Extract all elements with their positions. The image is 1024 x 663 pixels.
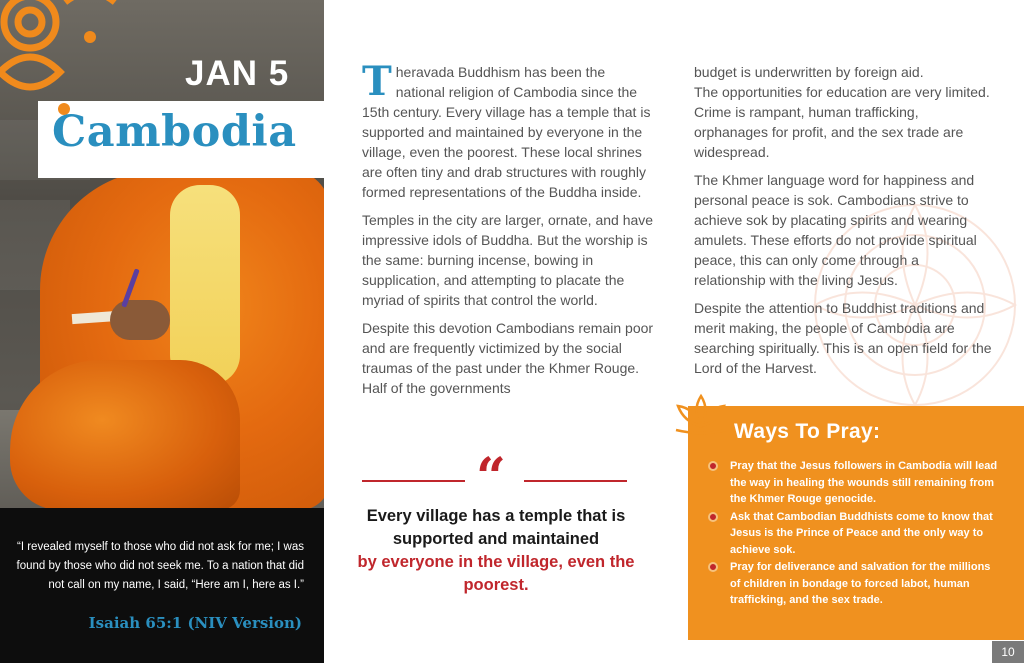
page-number: 10 [992, 641, 1024, 663]
pray-item: Ask that Cambodian Buddhists come to know that Jesus is the Prince of Peace and the only way to achieve sok. [708, 509, 1000, 559]
pray-list [708, 458, 1000, 610]
drop-cap: T [362, 58, 392, 105]
pull-quote-rule-left [362, 480, 465, 482]
bullet-icon [708, 512, 718, 522]
quote-mark-icon: “ [476, 447, 506, 508]
body-column-2 [694, 62, 994, 386]
lotus-icon [672, 392, 730, 436]
paragraph-6: Despite the attention to Buddhist traditions and merit making, the people of Cambodia are searching spiritually. This is an open field for the Lord of the Harvest. [694, 300, 992, 376]
paragraph-1-text: heravada Buddhism has been the national religion of Cambodia since the 15th century. Every village has a temple that is supported and maintained by everyone in the village, even the poorest. These local shrines are often tiny and drab structures with roughly formed representations of the Buddha inside. [362, 64, 651, 200]
verse-box [0, 508, 324, 663]
paragraph-1 [362, 58, 657, 202]
pull-quote [348, 505, 644, 597]
verse-reference: Isaiah 65:1 (NIV Version) [88, 614, 302, 632]
date-label: JAN 5 [185, 54, 290, 93]
pray-item: Pray for deliverance and salvation for the millions of children in bondage to forced labot, human trafficking, and the sex trade. [708, 559, 1000, 609]
paragraph-5: The Khmer language word for happiness and personal peace is sok. Cambodians strive to achieve sok by placating spirits and wearing amulets. These efforts do not provide spiritual peace, this can only come through a relationship with the living Jesus. [694, 172, 977, 288]
ways-to-pray-box [688, 406, 1024, 640]
pull-quote-black: Every village has a temple that is supported and maintained [366, 507, 626, 548]
ornament-pattern [0, 0, 130, 112]
bullet-icon [708, 562, 718, 572]
paragraph-3: Despite this devotion Cambodians remain poor and are frequently victimized by the social traumas of the past under the Khmer Rouge. Half of the governments [362, 320, 654, 396]
body-column-1 [362, 58, 657, 406]
title-box [38, 101, 334, 178]
paragraph-3-continued: budget is underwritten by foreign aid. [694, 64, 924, 80]
pray-heading: Ways To Pray: [734, 420, 881, 443]
verse-text: “I revealed myself to those who did not ask for me; I was found by those who did not seek me. To a nation that did not call on my name, I said, “Here am I, here as I.” [16, 541, 304, 591]
pull-quote-rule-right [524, 480, 627, 482]
page-title: Cambodia [52, 107, 297, 157]
bullet-icon [708, 461, 718, 471]
pray-item: Pray that the Jesus followers in Cambodia will lead the way in healing the wounds still remaining from the Khmer Rouge genocide. [708, 458, 1000, 508]
paragraph-2: Temples in the city are larger, ornate, and have impressive idols of Buddha. But the worship is the same: burning incense, bowing in supplication, and attempting to placate the myriad of spirits that control the world. [362, 212, 654, 308]
pull-quote-red: by everyone in the village, even the poorest. [357, 553, 635, 594]
paragraph-4: The opportunities for education are very limited. Crime is rampant, human trafficking, orphanages for profit, and the sex trade are widespread. [694, 84, 990, 160]
